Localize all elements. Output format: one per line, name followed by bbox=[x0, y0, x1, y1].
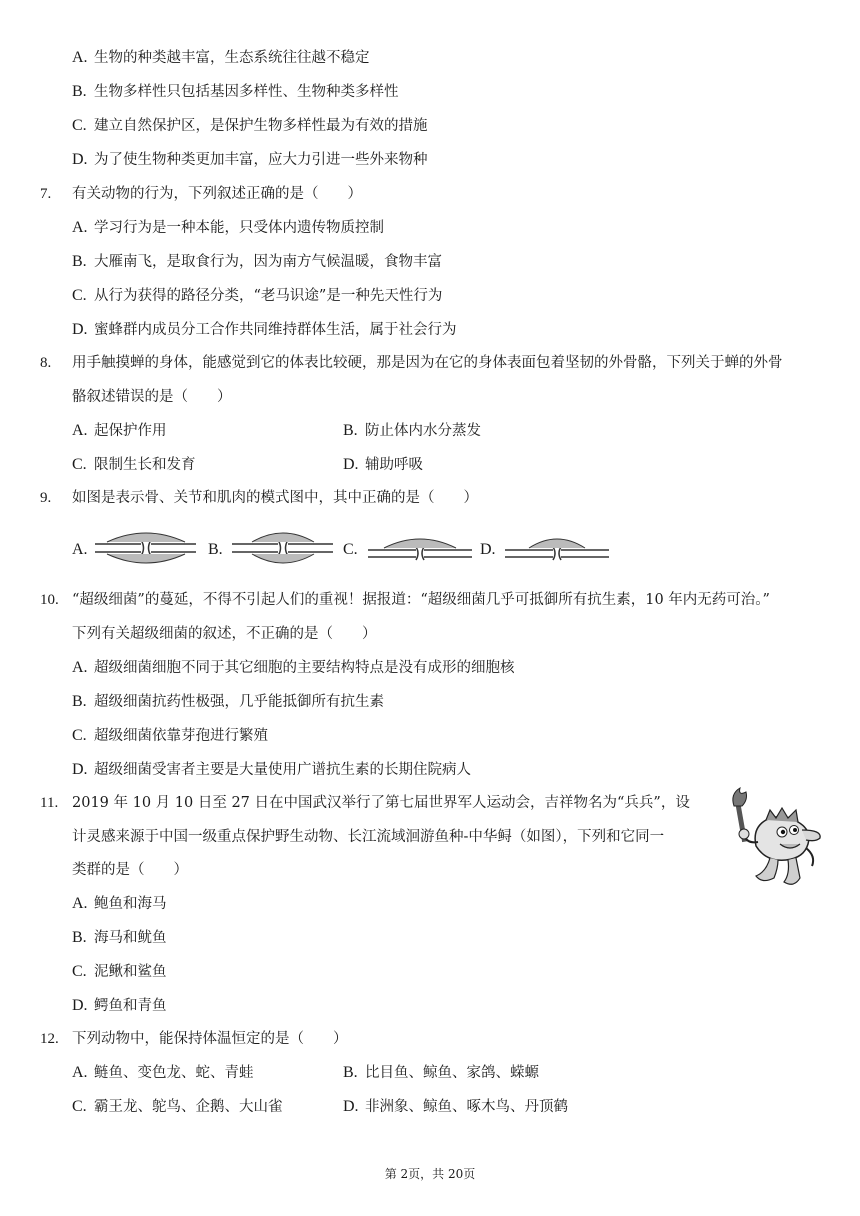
q12-option-b bbox=[343, 1063, 539, 1083]
option-letter: C. bbox=[72, 963, 87, 980]
question-number: 7. bbox=[40, 186, 52, 202]
q7-option-a bbox=[72, 218, 384, 238]
question-number: 11. bbox=[40, 795, 59, 811]
q6-option-a bbox=[72, 48, 370, 68]
option-text: 超级细菌抗药性极强，几乎能抵御所有抗生素 bbox=[94, 694, 384, 710]
q12-stem: 下列动物中，能保持体温恒定的是（ ） bbox=[72, 1031, 348, 1047]
q11-stem-line3: 类群的是（ ） bbox=[72, 862, 188, 878]
mascot-illustration bbox=[726, 786, 826, 892]
option-text: 超级细菌依靠芽孢进行繁殖 bbox=[94, 728, 268, 744]
question-number: 8. bbox=[40, 355, 52, 371]
option-letter: B. bbox=[343, 422, 358, 439]
option-text: 比目鱼、鲸鱼、家鸽、蝾螈 bbox=[365, 1065, 539, 1081]
option-text: 生物多样性只包括基因多样性、生物种类多样性 bbox=[94, 84, 399, 100]
option-letter: A. bbox=[72, 541, 88, 558]
option-letter: B. bbox=[72, 253, 87, 270]
option-letter: A. bbox=[72, 49, 88, 66]
option-letter: C. bbox=[72, 287, 87, 304]
option-text: 建立自然保护区，是保护生物多样性最为有效的措施 bbox=[94, 118, 428, 134]
option-letter: B. bbox=[72, 693, 87, 710]
option-text: 起保护作用 bbox=[94, 423, 167, 439]
q8-option-b bbox=[343, 421, 481, 441]
question-number: 9. bbox=[40, 490, 52, 506]
q7-stem: 有关动物的行为，下列叙述正确的是（ ） bbox=[72, 186, 362, 202]
option-letter: D. bbox=[72, 151, 88, 168]
option-text: 超级细菌细胞不同于其它细胞的主要结构特点是没有成形的细胞核 bbox=[94, 660, 515, 676]
joint-diagram-a bbox=[93, 528, 198, 568]
q11-option-b bbox=[72, 928, 167, 948]
option-letter: C. bbox=[72, 456, 87, 473]
option-text: 大雁南飞，是取食行为，因为南方气候温暖，食物丰富 bbox=[94, 254, 442, 270]
option-letter: A. bbox=[72, 1064, 88, 1081]
q9-option-c-letter bbox=[343, 540, 365, 560]
q11-option-d bbox=[72, 996, 167, 1016]
q9-option-a-letter bbox=[72, 540, 94, 560]
q9-option-b-letter bbox=[208, 540, 230, 560]
q10-option-c bbox=[72, 726, 268, 746]
q11-stem-line1: 2019 年 10 月 10 日至 27 日在中国武汉举行了第七届世界军人运动会，吉祥物名为“兵兵”，设 bbox=[72, 795, 690, 811]
option-text: 鳄鱼和青鱼 bbox=[94, 998, 167, 1014]
q9-stem: 如图是表示骨、关节和肌肉的模式图中，其中正确的是（ ） bbox=[72, 490, 478, 506]
q10-stem-line2: 下列有关超级细菌的叙述，不正确的是（ ） bbox=[72, 626, 377, 642]
option-letter: D. bbox=[72, 761, 88, 778]
q7-option-d bbox=[72, 320, 457, 340]
q9-option-d-letter bbox=[480, 540, 502, 560]
option-letter: C. bbox=[72, 727, 87, 744]
option-text: 鲢鱼、变色龙、蛇、青蛙 bbox=[94, 1065, 254, 1081]
option-text: 生物的种类越丰富，生态系统往往越不稳定 bbox=[94, 50, 370, 66]
q8-option-a bbox=[72, 421, 167, 441]
option-letter: B. bbox=[343, 1064, 358, 1081]
q10-option-a bbox=[72, 658, 515, 678]
q12-option-d bbox=[343, 1097, 568, 1117]
q7-option-c bbox=[72, 286, 442, 306]
option-text: 超级细菌受害者主要是大量使用广谱抗生素的长期住院病人 bbox=[94, 762, 471, 778]
q10-option-d bbox=[72, 760, 471, 780]
q10-stem-line1: “超级细菌”的蔓延，不得不引起人们的重视！据报道：“超级细菌几乎可抵御所有抗生素，10 年内无药可治。” bbox=[72, 592, 770, 608]
option-text: 限制生长和发育 bbox=[94, 457, 196, 473]
option-letter: B. bbox=[72, 83, 87, 100]
option-letter: A. bbox=[72, 659, 88, 676]
question-number: 10. bbox=[40, 592, 59, 608]
option-letter: D. bbox=[343, 1098, 359, 1115]
option-letter: D. bbox=[72, 321, 88, 338]
page-footer: 第 2页，共 20页 bbox=[384, 1167, 476, 1181]
option-text: 辅助呼吸 bbox=[365, 457, 423, 473]
q8-option-d bbox=[343, 455, 423, 475]
option-text: 从行为获得的路径分类，“老马识途”是一种先天性行为 bbox=[94, 288, 443, 304]
option-letter: B. bbox=[208, 541, 223, 558]
q8-stem-line2: 骼叙述错误的是（ ） bbox=[72, 389, 232, 405]
option-text: 防止体内水分蒸发 bbox=[365, 423, 481, 439]
q10-option-b bbox=[72, 692, 384, 712]
q8-option-c bbox=[72, 455, 196, 475]
option-letter: A. bbox=[72, 219, 88, 236]
q11-stem-line2: 计灵感来源于中国一级重点保护野生动物、长江流域洄游鱼种-中华鲟（如图），下列和它同一 bbox=[72, 829, 665, 845]
option-letter: D. bbox=[343, 456, 359, 473]
option-letter: D. bbox=[72, 997, 88, 1014]
q12-option-a bbox=[72, 1063, 254, 1083]
q6-option-d bbox=[72, 150, 428, 170]
q8-stem-line1: 用手触摸蝉的身体，能感觉到它的体表比较硬，那是因为在它的身体表面包着坚韧的外骨骼，下列关于蝉的外骨 bbox=[72, 355, 783, 371]
q6-option-c bbox=[72, 116, 428, 136]
q11-option-c bbox=[72, 962, 167, 982]
option-letter: C. bbox=[72, 117, 87, 134]
option-letter: B. bbox=[72, 929, 87, 946]
option-letter: C. bbox=[72, 1098, 87, 1115]
joint-diagram-d bbox=[503, 530, 611, 566]
option-text: 霸王龙、鸵鸟、企鹅、大山雀 bbox=[94, 1099, 283, 1115]
option-text: 海马和鱿鱼 bbox=[94, 930, 167, 946]
option-text: 蜜蜂群内成员分工合作共同维持群体生活，属于社会行为 bbox=[94, 322, 457, 338]
option-letter: D. bbox=[480, 541, 496, 558]
joint-diagram-c bbox=[366, 530, 474, 566]
option-text: 鲍鱼和海马 bbox=[94, 896, 167, 912]
option-text: 非洲象、鲸鱼、啄木鸟、丹顶鹤 bbox=[365, 1099, 568, 1115]
q12-option-c bbox=[72, 1097, 283, 1117]
option-letter: A. bbox=[72, 422, 88, 439]
q11-option-a bbox=[72, 894, 167, 914]
option-text: 学习行为是一种本能，只受体内遗传物质控制 bbox=[94, 220, 384, 236]
option-text: 泥鳅和鲨鱼 bbox=[94, 964, 167, 980]
option-text: 为了使生物种类更加丰富，应大力引进一些外来物种 bbox=[94, 152, 428, 168]
question-number: 12. bbox=[40, 1031, 59, 1047]
joint-diagram-b bbox=[230, 528, 335, 568]
q7-option-b bbox=[72, 252, 442, 272]
option-letter: A. bbox=[72, 895, 88, 912]
q6-option-b bbox=[72, 82, 399, 102]
option-letter: C. bbox=[343, 541, 358, 558]
